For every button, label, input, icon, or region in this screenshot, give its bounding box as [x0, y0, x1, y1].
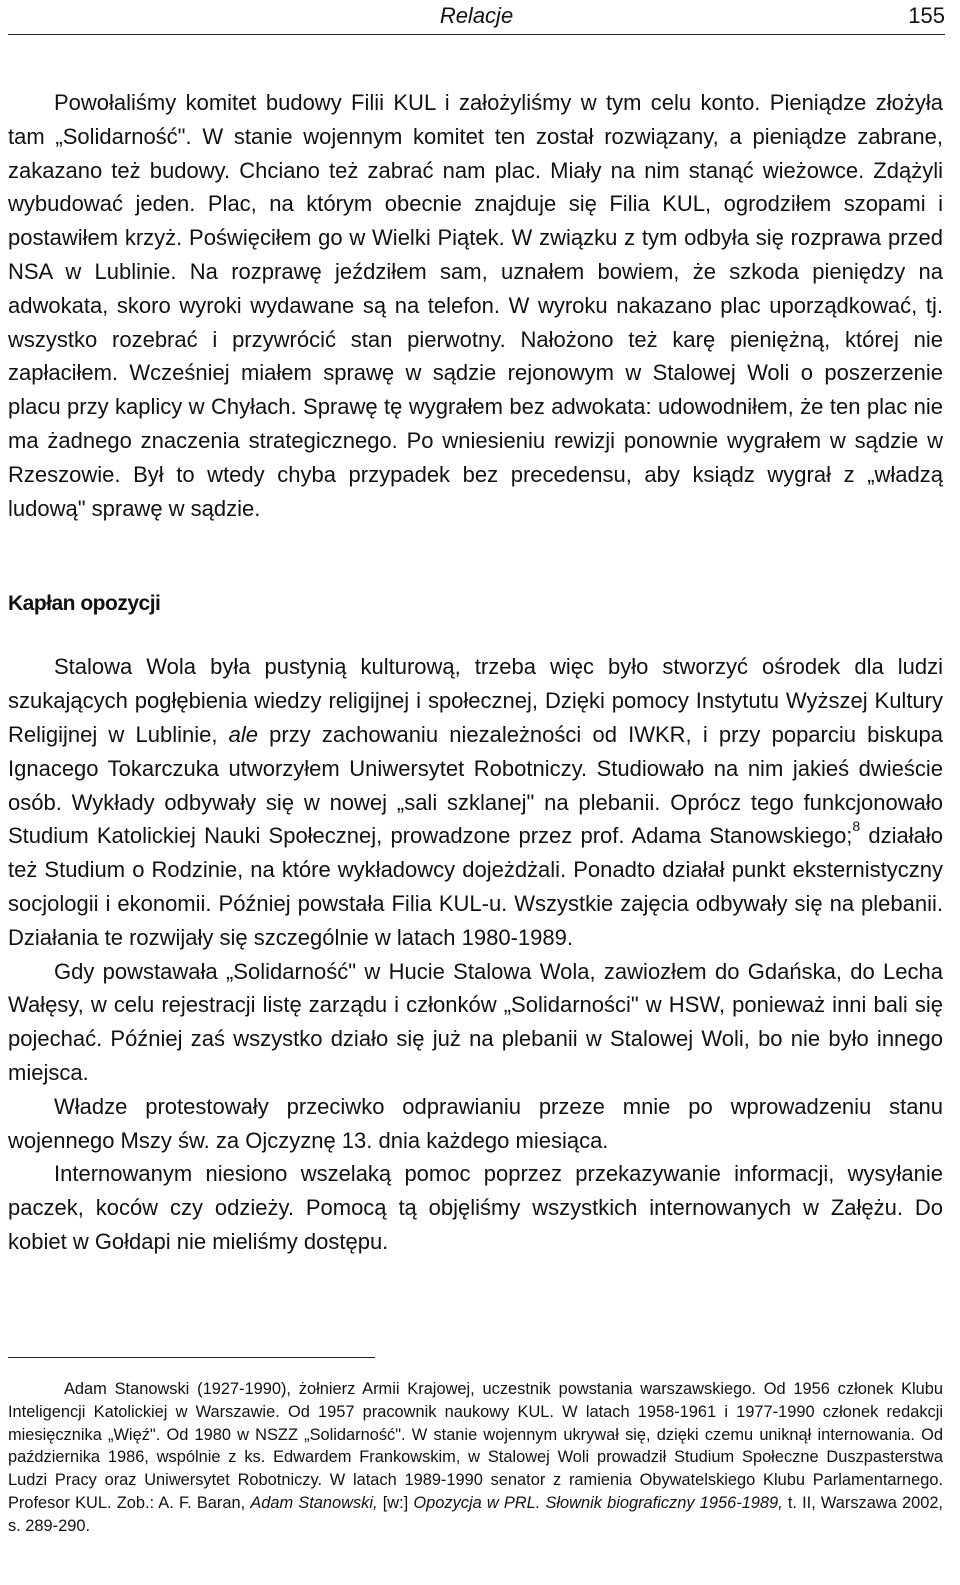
paragraph-text: działało też Studium o Rodzinie, na które wykładowcy dojeżdżali. Ponadto działał punkt eksternistyczny socjologii i ekonomii. Później powstała Filia KUL-u. Wszystkie zajęcia odbywały się na plebanii. Działania te rozwijały się szczególnie w latach 1980-1989.	[8, 823, 944, 950]
paragraph-solidarity: Gdy powstawała „Solidarność" w Hucie Stalowa Wola, zawiozłem do Gdańska, do Lecha Wałęsy, w celu rejestracji listę zarządu i członków „Solidarności" w HSW, ponieważ inni bali się pojechać. Później zaś wszystko działo się już na plebanii w Stalowej Woli, bo nie było innego miejsca.	[8, 958, 943, 1085]
footnote-text: [w:]	[377, 1493, 414, 1512]
footnote-separator	[8, 1357, 375, 1358]
section-title: Kapłan opozycji	[8, 592, 161, 616]
paragraph-internees: Internowanym niesiono wszelaką pomoc poprzez przekazywanie informacji, wysyłanie paczek, koców czy odzieży. Pomocą tą objęliśmy wszystkich internowanych w Załężu. Do kobiet w Gołdapi nie mieliśmy dostępu.	[8, 1161, 943, 1254]
footnote-ref[interactable]: 8	[852, 818, 861, 835]
paragraph-text: Stalowa Wola była pustynią kulturową, trzeba więc było stworzyć ośrodek dla ludzi szukających pogłębienia wiedzy religijnej i społecznej, Dzięki pomocy Instytutu Wyższej Kultury Religijnej w Lublinie,	[8, 654, 943, 747]
page-number: 155	[908, 3, 945, 28]
paragraph-committet: Powołaliśmy komitet budowy Filii KUL i założyliśmy w tym celu konto. Pieniądze złożyła tam „Solidarność". W stanie wojennym komitet ten został rozwiązany, a pieniądze zabrane, zakazano też budowy. Chciano też zabrać nam plac. Miały na nim stanąć wieżowce. Zdążyli wybudować jeden. Plac, na którym obecnie znajduje się Filia KUL, ogrodziłem szopami i postawiłem krzyż. Poświęciłem go w Wielki Piątek. W związku z tym odbyła się rozprawa przed NSA w Lublinie. Na rozprawę jeździłem sam, uznałem bowiem, że szkoda pieniędzy na adwokata, skoro wyroki wydawane są na telefon. W wyroku nakazano plac uporządkować, tj. wszystko rozebrać i przywrócić stan pierwotny. Nałożono też karę pieniężną, której nie zapłaciłem. Wcześniej miałem sprawę w sądzie rejonowym w Stalowej Woli o poszerzenie placu przy kaplicy w Chyłach. Sprawę tę wygrałem bez adwokata: udowodniłem, że ten plac nie ma żadnego znaczenia strategicznego. Po wniesieniu rewizji ponownie wygrałem w sądzie w Rzeszowie. Był to wtedy chyba przypadek bez precedensu, aby ksiądz wygrał z „władzą ludową" sprawę w sądzie.	[8, 90, 943, 521]
paragraph-mass: Władze protestowały przeciwko odprawianiu przeze mnie po wprowadzeniu stanu wojennego Mszy św. za Ojczyznę 13. dnia każdego miesiąca.	[8, 1093, 943, 1153]
paragraph-university	[8, 650, 943, 954]
footnote-text: t. II, Warszawa 2002, s. 289-290.	[8, 1493, 943, 1535]
footnote-italic-title: Adam Stanowski,	[250, 1493, 378, 1512]
main-text	[8, 86, 943, 1259]
spacer	[8, 619, 943, 650]
paragraph-text: przy zachowaniu niezależności od IWKR, i przy poparciu biskupa Ignacego Tokarczuka utworzyłem Uniwersytet Robotniczy. Studiowało na nim jakieś dwieście osób. Wykłady odbywały się w nowej „sali szklanej" na plebanii. Oprócz tego funkcjonowało Studium Katolickiej Nauki Społecznej, prowadzone przez prof. Adama Stanowskiego;	[8, 721, 943, 849]
running-title: Relacje	[439, 3, 514, 28]
running-header	[8, 0, 945, 35]
footnote-8	[8, 1378, 943, 1538]
footnote-italic-source: Opozycja w PRL. Słownik biograficzny 1956-1989,	[413, 1493, 783, 1512]
footnote-text: Adam Stanowski (1927-1990), żołnierz Armii Krajowej, uczestnik powstania warszawskiego. Od 1956 członek Klubu Inteligencji Katolickiej w Warszawie. Od 1957 pracownik naukowy KUL. W latach 1958-1961 i 1977-1990 członek redakcji miesięcznika „Więź". Od 1980 w NSZZ „Solidarność". W stanie wojennym ukrywał się, dzięki czemu uniknął internowania. Od października 1986, wspólnie z ks. Edwardem Frankowskim, w Stalowej Woli prowadził Studium Społeczne Duszpasterstwa Ludzi Pracy oraz Uniwersytet Robotniczy. W latach 1989-1990 senator z ramienia Obywatelskiego Klubu Parlamentarnego. Profesor KUL. Zob.: A. F. Baran,	[8, 1380, 943, 1512]
spacer	[8, 525, 943, 589]
italic-word: ale	[228, 721, 258, 747]
